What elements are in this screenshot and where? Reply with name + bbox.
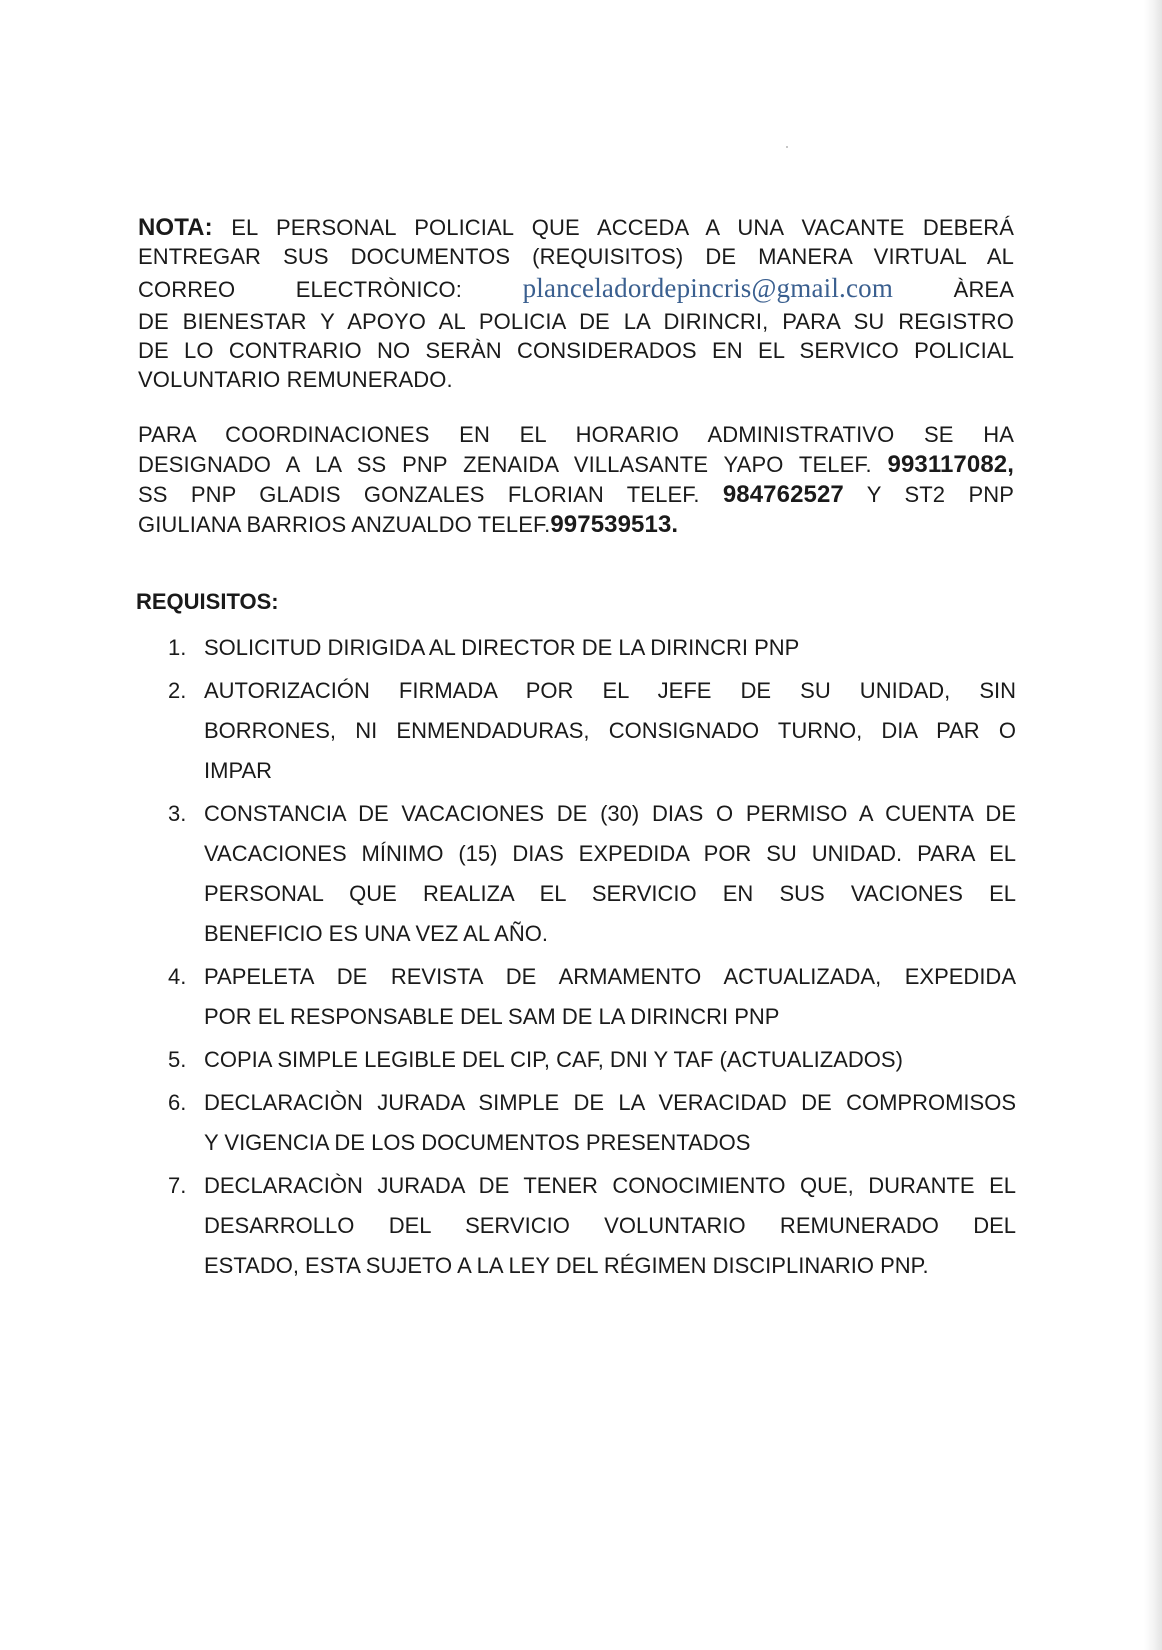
list-item-number: 5. [168, 1047, 187, 1072]
nota-line-1 [138, 213, 1014, 242]
list-item-number: 1. [168, 635, 187, 660]
list-item [158, 1040, 1016, 1080]
coord-line-4 [138, 510, 1014, 540]
list-item-text [204, 794, 1016, 954]
nota-paragraph [138, 213, 1014, 394]
list-item-line: AUTORIZACIÓN FIRMADA POR EL JEFE DE SU UNIDAD, SIN [204, 678, 1016, 703]
coord-text: Y ST2 PNP [866, 482, 1014, 507]
coord-line-2 [138, 450, 1014, 480]
nota-line-2: ENTREGAR SUS DOCUMENTOS (REQUISITOS) DE MANERA VIRTUAL AL [138, 244, 1014, 269]
list-item-line: ESTADO, ESTA SUJETO A LA LEY DEL RÉGIMEN DISCIPLINARIO PNP. [204, 1253, 929, 1278]
phone-number: 993117082, [887, 451, 1014, 478]
list-item-line: DECLARACIÒN JURADA SIMPLE DE LA VERACIDAD DE COMPROMISOS [204, 1090, 1016, 1115]
coord-line-3 [138, 480, 1014, 510]
coord-line-1: PARA COORDINACIONES EN EL HORARIO ADMINISTRATIVO SE HA [138, 422, 1014, 447]
list-item-number: 4. [168, 964, 187, 989]
list-item-line: IMPAR [204, 758, 273, 783]
list-item-line: DECLARACIÒN JURADA DE TENER CONOCIMIENTO QUE, DURANTE EL [204, 1173, 1016, 1198]
list-item [158, 1166, 1016, 1286]
phone-number: 984762527 [722, 481, 844, 508]
list-item-text [204, 1040, 1016, 1080]
nota-label: NOTA: [138, 214, 213, 241]
list-item-line: Y VIGENCIA DE LOS DOCUMENTOS PRESENTADOS [204, 1130, 751, 1155]
scan-speck [786, 146, 788, 148]
requisitos-list [158, 628, 1016, 1289]
list-item [158, 628, 1016, 668]
email-link[interactable]: planceladordepincris@gmail.com [522, 273, 894, 303]
list-item [158, 957, 1016, 1037]
list-item-number: 7. [168, 1173, 187, 1198]
nota-text: EL PERSONAL POLICIAL QUE ACCEDA A UNA VACANTE DEBERÁ [231, 215, 1014, 240]
list-item-text [204, 671, 1016, 791]
phone-number: 997539513. [550, 511, 679, 538]
list-item-line: BORRONES, NI ENMENDADURAS, CONSIGNADO TURNO, DIA PAR O [204, 718, 1016, 743]
list-item-line: CONSTANCIA DE VACACIONES DE (30) DIAS O PERMISO A CUENTA DE [204, 801, 1016, 826]
nota-line-6: VOLUNTARIO REMUNERADO. [138, 367, 453, 392]
coord-text: SS PNP GLADIS GONZALES FLORIAN TELEF. [138, 482, 700, 507]
scan-edge-shadow [1144, 0, 1162, 1650]
list-item [158, 671, 1016, 791]
list-item-line: BENEFICIO ES UNA VEZ AL AÑO. [204, 921, 548, 946]
coord-text: GIULIANA BARRIOS ANZUALDO TELEF. [138, 512, 551, 537]
list-item [158, 1083, 1016, 1163]
area-word: ÀREA [953, 277, 1014, 302]
list-item-line: PERSONAL QUE REALIZA EL SERVICIO EN SUS VACIONES EL [204, 881, 1016, 906]
list-item-text [204, 628, 1016, 668]
nota-line-5: DE LO CONTRARIO NO SERÀN CONSIDERADOS EN EL SERVICO POLICIAL [138, 338, 1014, 363]
list-item-text [204, 1083, 1016, 1163]
list-item-line: DESARROLLO DEL SERVICIO VOLUNTARIO REMUNERADO DEL [204, 1213, 1016, 1238]
list-item-line: VACACIONES MÍNIMO (15) DIAS EXPEDIDA POR SU UNIDAD. PARA EL [204, 841, 1016, 866]
coord-text: DESIGNADO A LA SS PNP ZENAIDA VILLASANTE YAPO TELEF. [138, 452, 872, 477]
list-item [158, 794, 1016, 954]
list-item-text [204, 1166, 1016, 1286]
list-item-number: 6. [168, 1090, 187, 1115]
nota-line-3 [138, 271, 1014, 307]
list-item-text [204, 957, 1016, 1037]
list-item-line: SOLICITUD DIRIGIDA AL DIRECTOR DE LA DIRINCRI PNP [204, 635, 800, 660]
list-item-number: 3. [168, 801, 187, 826]
list-item-line: POR EL RESPONSABLE DEL SAM DE LA DIRINCRI PNP [204, 1004, 780, 1029]
coordinaciones-paragraph [138, 420, 1014, 540]
email-label: CORREO ELECTRÒNICO: [138, 277, 462, 302]
nota-line-4: DE BIENESTAR Y APOYO AL POLICIA DE LA DIRINCRI, PARA SU REGISTRO [138, 309, 1014, 334]
list-item-line: COPIA SIMPLE LEGIBLE DEL CIP, CAF, DNI Y TAF (ACTUALIZADOS) [204, 1047, 903, 1072]
list-item-line: PAPELETA DE REVISTA DE ARMAMENTO ACTUALIZADA, EXPEDIDA [204, 964, 1016, 989]
list-item-number: 2. [168, 678, 187, 703]
requisitos-heading: REQUISITOS: [136, 589, 279, 614]
